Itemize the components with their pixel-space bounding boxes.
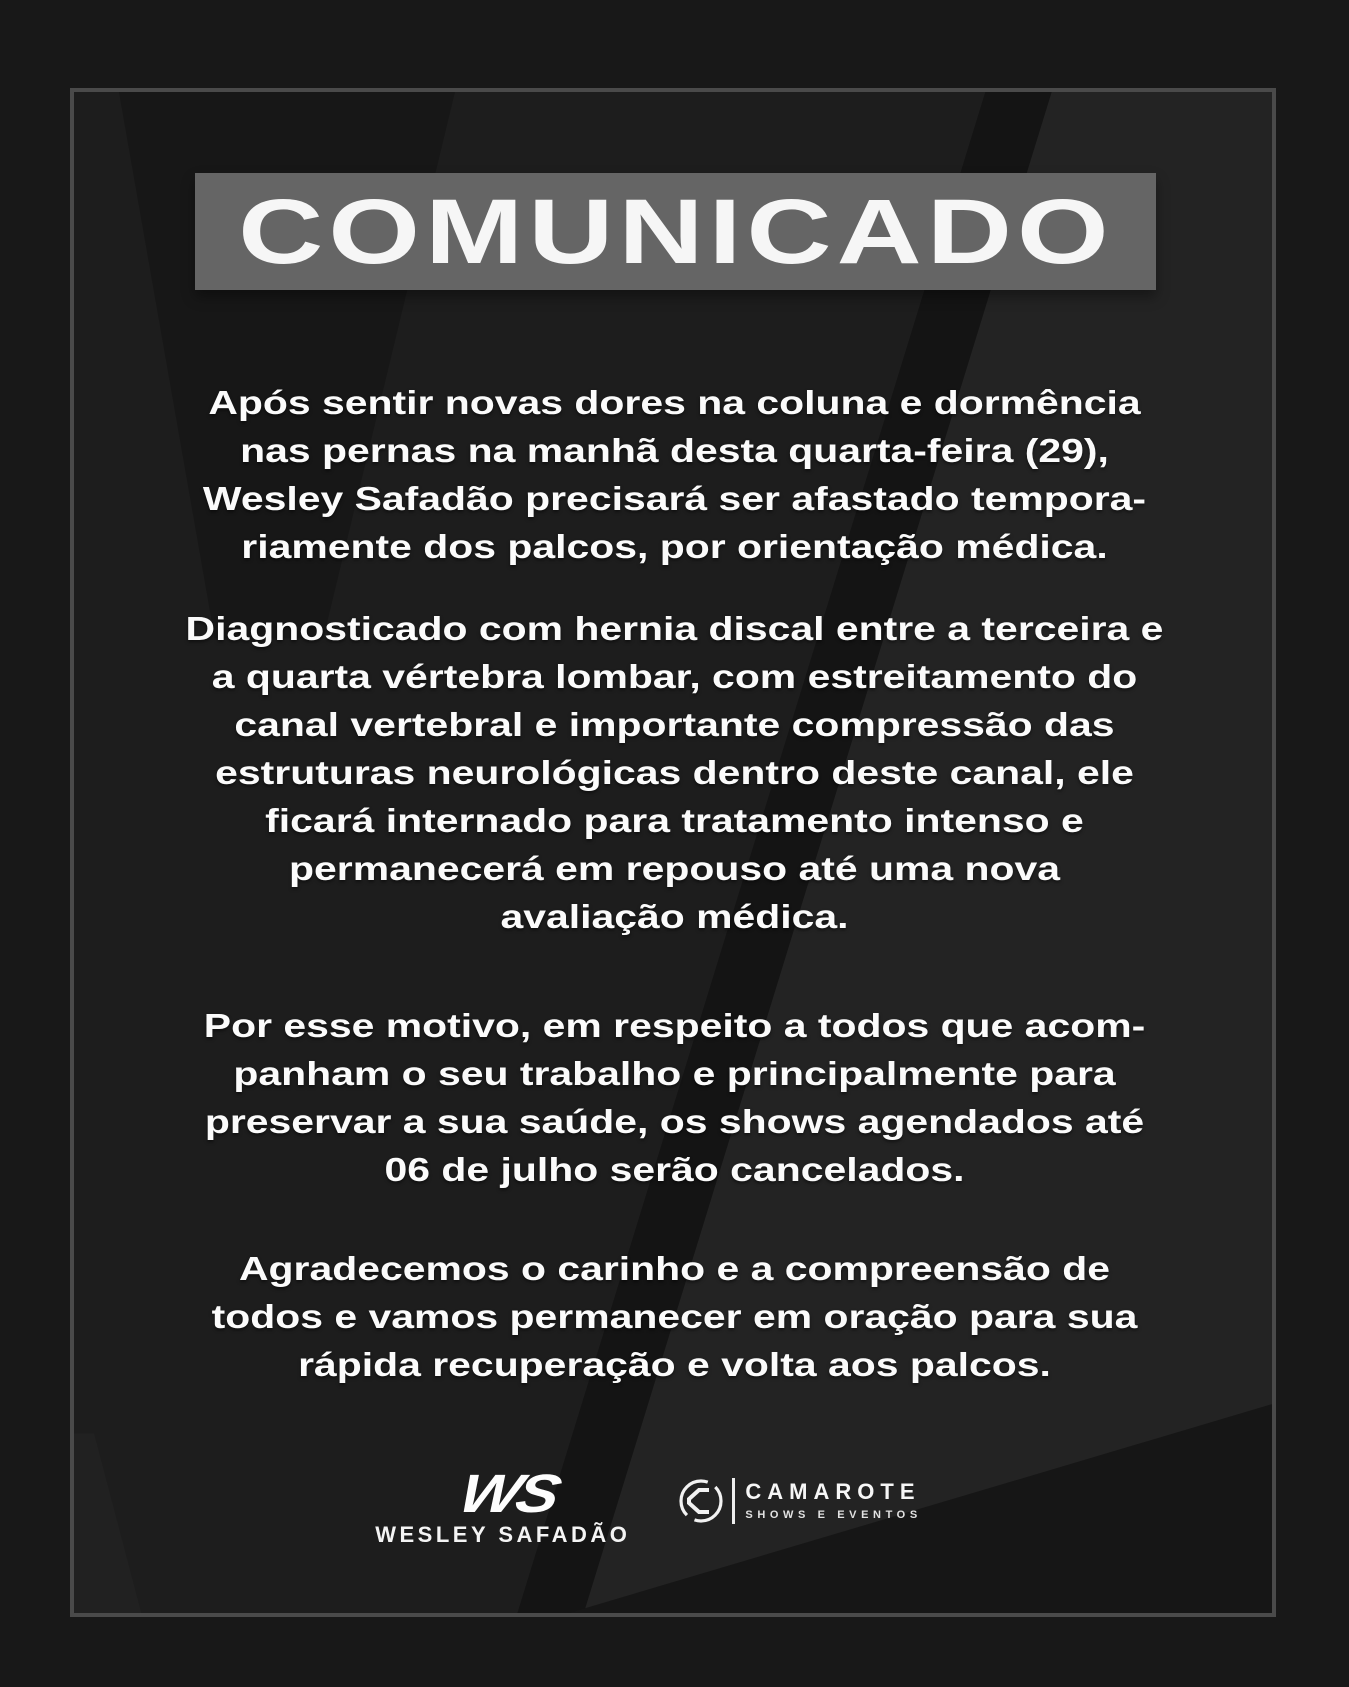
text-line: Após sentir novas dores na coluna e dormência [208,384,1141,421]
text-line: Wesley Safadão precisará ser afastado tempora- [202,480,1147,517]
text-line: canal vertebral e importante compressão das [234,706,1115,743]
camarote-logo [678,1478,921,1524]
paragraph-health-update [0,379,1349,571]
paragraph-thanks [0,1245,1349,1389]
footer-logos [0,1464,1323,1548]
paragraph-diagnosis [0,605,1349,941]
text-line: Diagnosticado com hernia discal entre a terceira e [185,610,1164,647]
camarote-emblem-icon [678,1478,724,1524]
text-line: a quarta vértebra lombar, com estreitamento do [211,658,1138,695]
comunicado-banner [195,173,1156,290]
text-line: avaliação médica. [500,898,849,935]
page-title: COMUNICADO [237,180,1114,283]
text-line: rápida recuperação e volta aos palcos. [298,1346,1051,1383]
camarote-wordmark: CAMAROTE [745,1479,921,1504]
text-line: todos e vamos permanecer em oração para sua [211,1298,1138,1335]
ws-monogram-icon: WS [453,1464,565,1524]
text-line: Agradecemos o carinho e a compreensão de [238,1250,1110,1287]
paragraph-cancellation [0,1002,1349,1194]
ws-wordmark: WESLEY SAFADÃO [375,1522,631,1547]
wesley-safadao-logo [375,1464,631,1548]
text-line: nas pernas na manhã desta quarta-feira (29), [240,432,1109,469]
text-line: ficará internado para tratamento intenso e [265,802,1084,839]
text-line: panham o seu trabalho e principalmente para [233,1055,1116,1092]
text-line: riamente dos palcos, por orientação médica. [241,528,1108,565]
text-line: permanecerá em repouso até uma nova [289,850,1060,887]
camarote-tagline: SHOWS E EVENTOS [745,1509,922,1521]
logo-divider [732,1478,735,1524]
text-line: preservar a sua saúde, os shows agendados até [204,1103,1145,1140]
text-line: 06 de julho serão cancelados. [384,1151,965,1188]
camarote-text-block [745,1481,921,1521]
text-line: Por esse motivo, em respeito a todos que acom- [203,1007,1146,1044]
text-line: estruturas neurológicas dentro deste canal, ele [215,754,1134,791]
